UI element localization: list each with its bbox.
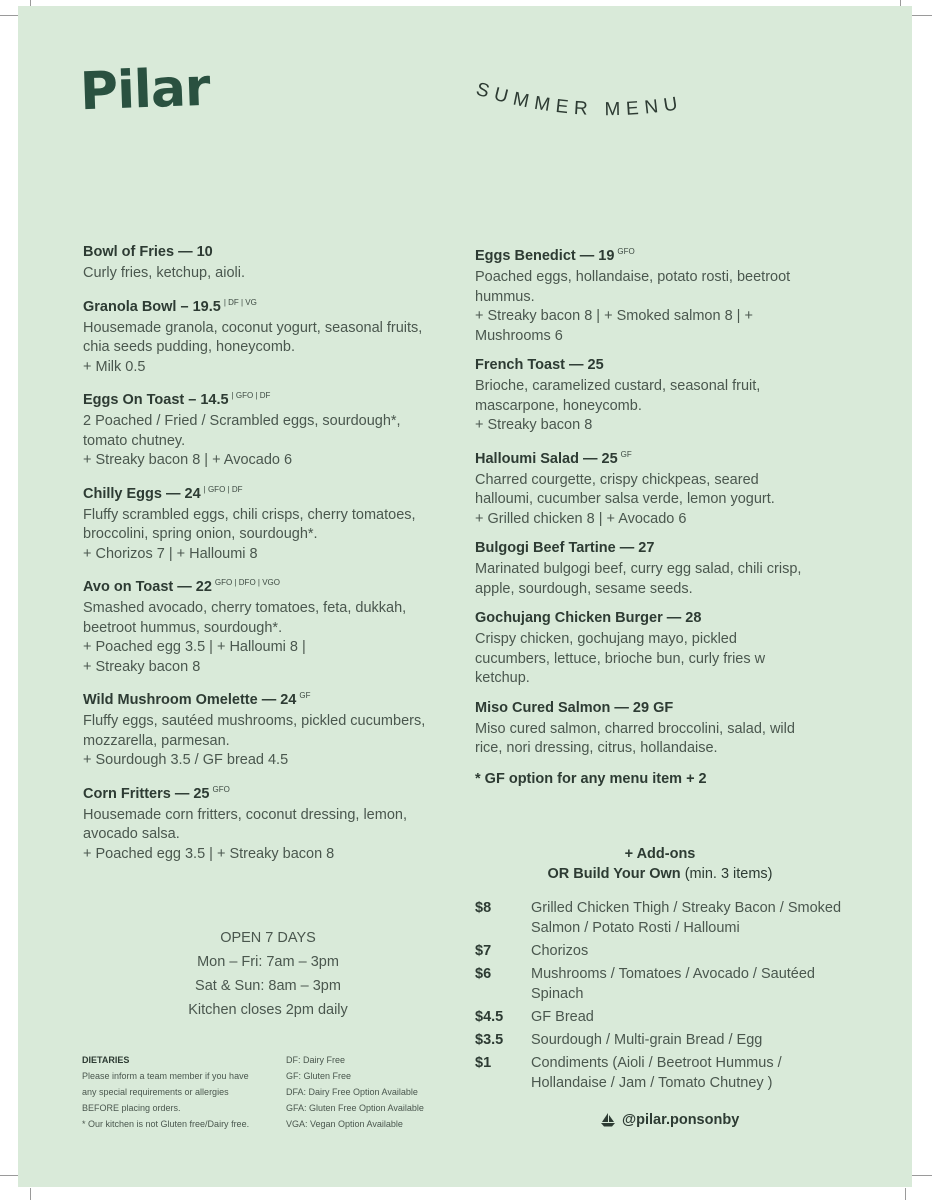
menu-item-title	[475, 355, 845, 375]
dietaries-line: * Our kitchen is not Gluten free/Dairy free.	[82, 1119, 250, 1129]
menu-item-title	[475, 608, 845, 628]
menu-item-description: Crispy chicken, gochujang mayo, pickled	[475, 631, 737, 647]
menu-item-description: 2 Poached / Fried / Scrambled eggs, sourdough*,	[83, 413, 401, 429]
menu-item-description: Poached eggs, hollandaise, potato rosti, beetroot	[475, 269, 791, 285]
menu-item	[83, 780, 453, 865]
menu-item-description: Miso cured salmon, charred broccolini, salad, wild	[475, 720, 795, 737]
addon-price: $6	[475, 966, 492, 982]
addon-items: Sourdough / Multi-grain Bread / Egg	[531, 1032, 763, 1048]
menu-item	[83, 293, 453, 378]
menu-column-right	[475, 242, 845, 787]
menu-item-name-price: Bowl of Fries — 10	[83, 244, 213, 260]
menu-item-title	[83, 480, 453, 504]
addon-row	[475, 941, 855, 961]
instagram-handle[interactable]: @pilar.ponsonby	[622, 1112, 740, 1128]
social-handle[interactable]	[600, 1112, 739, 1128]
addons-list	[475, 898, 855, 1096]
addon-items: Mushrooms / Tomatoes / Avocado / Sautéed Spinach	[531, 966, 815, 1002]
menu-item-extras: + Poached egg 3.5 | + Streaky bacon 8	[83, 845, 335, 862]
dietaries-heading: DIETARIES	[82, 1055, 130, 1065]
addon-row	[475, 1053, 855, 1093]
menu-item	[475, 608, 845, 689]
menu-item-name-price: Bulgogi Beef Tartine — 27	[475, 540, 655, 556]
menu-subtitle	[470, 68, 770, 138]
hours-heading: OPEN 7 DAYS	[220, 930, 316, 946]
menu-item-extras: + Sourdough 3.5 / GF bread 4.5	[83, 752, 289, 768]
menu-item	[475, 445, 845, 530]
menu-item-title	[475, 698, 845, 718]
dietary-tags: | DF | VG	[223, 297, 257, 307]
addon-items: Condiments (Aioli / Beetroot Hummus / Hollandaise / Jam / Tomato Chutney )	[531, 1055, 782, 1091]
menu-item-extras: + Poached egg 3.5 | + Halloumi 8 |	[83, 639, 306, 655]
menu-item-title	[83, 293, 453, 317]
legend-item: DF: Dairy Free	[286, 1055, 346, 1065]
menu-item-name-price: French Toast — 25	[475, 357, 604, 373]
menu-item-description: chia seeds pudding, honeycomb.	[83, 339, 296, 355]
menu-item-extras: + Chorizos 7 | + Halloumi 8	[83, 545, 258, 562]
crop-mark	[910, 1175, 932, 1176]
menu-item-title	[83, 686, 453, 710]
hours-weekday: Mon – Fri: 7am – 3pm	[197, 954, 339, 970]
gf-option-note: * GF option for any menu item + 2	[475, 770, 707, 787]
menu-item-name-price: Corn Fritters — 25	[83, 785, 210, 802]
addons-header	[475, 844, 845, 884]
menu-item-name-price: Wild Mushroom Omelette — 24	[83, 692, 297, 708]
boat-icon	[600, 1112, 616, 1128]
menu-item-description: hummus.	[475, 288, 535, 305]
addon-price: $1	[475, 1055, 492, 1071]
menu-item-extras: + Streaky bacon 8 | + Avocado 6	[83, 452, 293, 468]
menu-item-description: mozzarella, parmesan.	[83, 732, 230, 749]
menu-item-description: rice, nori dressing, citrus, hollandaise.	[475, 740, 718, 756]
addon-price: $8	[475, 900, 492, 916]
dietary-tags: GFO	[617, 247, 635, 256]
addon-price: $3.5	[475, 1032, 504, 1048]
menu-item-extras: + Streaky bacon 8	[475, 417, 593, 433]
addon-price: $4.5	[475, 1009, 504, 1025]
menu-item-title	[83, 780, 453, 804]
menu-item-name-price: Miso Cured Salmon — 29 GF	[475, 699, 674, 716]
build-your-own-heading: OR Build Your Own	[547, 866, 681, 882]
dietary-legend	[286, 1052, 466, 1132]
addon-price: $7	[475, 943, 492, 959]
menu-item	[475, 355, 845, 436]
svg-text:SUMMER MENU	[474, 79, 685, 121]
menu-item-name-price: Eggs On Toast – 14.5	[83, 392, 229, 408]
menu-item-title	[475, 538, 845, 558]
menu-item-description: Brioche, caramelized custard, seasonal fruit,	[475, 378, 761, 394]
menu-item-description: Smashed avocado, cherry tomatoes, feta, dukkah,	[83, 600, 407, 616]
menu-item-title	[83, 386, 453, 410]
menu-item	[475, 698, 845, 759]
dietary-tags: | GFO | DF	[203, 484, 243, 494]
addon-row	[475, 964, 855, 1004]
menu-item	[475, 242, 845, 346]
dietaries-line: BEFORE placing orders.	[82, 1103, 181, 1113]
menu-item-name-price: Avo on Toast — 22	[83, 579, 212, 595]
addon-row	[475, 898, 855, 938]
build-your-own-note: (min. 3 items)	[680, 866, 773, 882]
addons-heading: + Add-ons	[624, 846, 696, 862]
dietary-tags: | GFO | DF	[231, 391, 271, 400]
hours-weekend: Sat & Sun: 8am – 3pm	[195, 978, 341, 994]
dietary-tags: GF	[620, 449, 632, 459]
crop-mark	[910, 15, 932, 16]
addon-items: Chorizos	[531, 943, 589, 959]
menu-item-extras: + Streaky bacon 8 | + Smoked salmon 8 | +	[475, 308, 753, 324]
menu-item-name-price: Gochujang Chicken Burger — 28	[475, 610, 702, 626]
dietary-tags: GF	[299, 691, 311, 700]
subtitle-text: SUMMER MENU	[473, 78, 685, 121]
menu-item-name-price: Granola Bowl – 19.5	[83, 298, 221, 315]
crop-mark	[30, 1188, 31, 1200]
menu-item-description: broccolini, spring onion, sourdough*.	[83, 526, 318, 542]
menu-item-description: halloumi, cucumber salsa verde, lemon yogurt.	[475, 491, 775, 507]
addon-row	[475, 1007, 855, 1027]
legend-item: DFA: Dairy Free Option Available	[286, 1087, 418, 1097]
menu-item	[83, 686, 453, 771]
hours-kitchen: Kitchen closes 2pm daily	[188, 1002, 348, 1018]
menu-item-name-price: Eggs Benedict — 19	[475, 248, 615, 264]
menu-column-left	[83, 242, 453, 873]
menu-item-extras: + Grilled chicken 8 | + Avocado 6	[475, 510, 687, 527]
menu-item	[83, 480, 453, 565]
dietary-tags: GFO	[212, 784, 230, 794]
menu-page	[18, 6, 912, 1187]
brand-logo: Pilar	[78, 57, 211, 123]
menu-item-description: Curly fries, ketchup, aioli.	[83, 265, 245, 281]
menu-item-description: Charred courgette, crispy chickpeas, seared	[475, 471, 759, 488]
menu-item-description: mascarpone, honeycomb.	[475, 397, 642, 414]
addon-items: GF Bread	[531, 1009, 594, 1025]
menu-item-description: avocado salsa.	[83, 826, 180, 842]
legend-item: GF: Gluten Free	[286, 1071, 352, 1081]
menu-item	[83, 386, 453, 471]
menu-item-description: beetroot hummus, sourdough*.	[83, 619, 283, 636]
crop-mark	[905, 1188, 906, 1200]
opening-hours	[83, 926, 453, 1022]
menu-item	[475, 538, 845, 599]
menu-item-description: ketchup.	[475, 670, 530, 686]
menu-item-extras: + Milk 0.5	[83, 358, 146, 375]
menu-item-extras: + Streaky bacon 8	[83, 658, 201, 675]
menu-item-name-price: Halloumi Salad — 25	[475, 450, 618, 467]
menu-item-description: cucumbers, lettuce, brioche bun, curly fries w	[475, 650, 766, 667]
menu-item-title	[83, 573, 453, 597]
menu-item-description: Marinated bulgogi beef, curry egg salad, chili crisp,	[475, 561, 802, 577]
menu-item	[83, 242, 453, 284]
menu-item-description: Fluffy eggs, sautéed mushrooms, pickled cucumbers,	[83, 713, 426, 729]
addon-row	[475, 1030, 855, 1050]
menu-item-title	[475, 242, 845, 266]
menu-item-description: Housemade granola, coconut yogurt, seasonal fruits,	[83, 319, 423, 336]
dietaries-line: Please inform a team member if you have	[82, 1071, 249, 1081]
legend-item: VGA: Vegan Option Available	[286, 1119, 403, 1129]
legend-item: GFA: Gluten Free Option Available	[286, 1103, 424, 1113]
curved-subtitle	[470, 68, 770, 138]
menu-item-description: Fluffy scrambled eggs, chili crisps, cherry tomatoes,	[83, 506, 416, 523]
menu-item-description: Mushrooms 6	[475, 327, 563, 344]
menu-item-description: apple, sourdough, sesame seeds.	[475, 580, 693, 597]
menu-item-description: Housemade corn fritters, coconut dressing, lemon,	[83, 806, 407, 823]
addon-items: Grilled Chicken Thigh / Streaky Bacon / Smoked Salmon / Potato Rosti / Halloumi	[531, 900, 842, 936]
dietaries-notice	[82, 1052, 292, 1132]
menu-item-name-price: Chilly Eggs — 24	[83, 485, 201, 502]
menu-item-description: tomato chutney.	[83, 432, 186, 449]
menu-item-title	[83, 242, 453, 262]
menu-item-title	[475, 445, 845, 469]
menu-item	[83, 573, 453, 677]
dietaries-line: any special requirements or allergies	[82, 1087, 229, 1097]
dietary-tags: GFO | DFO | VGO	[214, 578, 280, 587]
